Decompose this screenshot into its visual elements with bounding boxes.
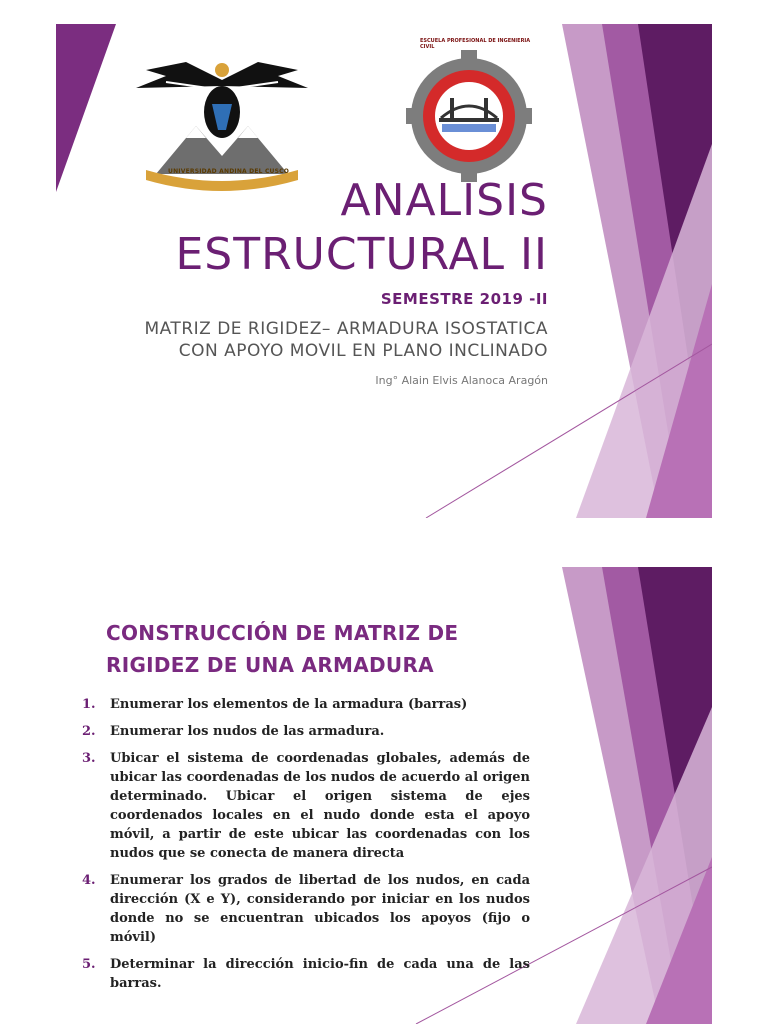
step-text: Enumerar los nudos de las armadura.: [110, 724, 385, 739]
steps-list: [82, 695, 530, 1001]
list-item: [82, 695, 530, 714]
list-item: [82, 955, 530, 993]
step-number: 3.: [82, 751, 96, 766]
title-line-2: ESTRUCTURAL II: [175, 229, 548, 280]
left-accent-triangle: [56, 24, 116, 192]
title-line-1: ANALISIS: [340, 175, 548, 226]
section-title-line-1: CONSTRUCCIÓN DE MATRIZ DE: [106, 621, 459, 645]
civil-engineering-logo-text: ESCUELA PROFESIONAL DE INGENIERIA CIVIL: [420, 38, 531, 50]
university-logo-text: UNIVERSIDAD ANDINA DEL CUSCO: [168, 168, 290, 175]
civil-engineering-logo: [406, 36, 532, 192]
presentation-subtitle: [78, 318, 548, 362]
list-item: [82, 749, 530, 863]
step-text: Enumerar los elementos de la armadura (barras): [110, 697, 468, 712]
step-number: 5.: [82, 957, 96, 972]
subtitle-line-1: MATRIZ DE RIGIDEZ– ARMADURA ISOSTATICA: [144, 319, 548, 339]
presentation-title: [128, 174, 548, 282]
section-title: [106, 617, 506, 681]
gear-bridge-emblem-icon: [406, 36, 532, 192]
step-text: Ubicar el sistema de coordenadas globales, además de ubicar las coordenadas de los nudos de acuerdo al origen determinado. Ubicar el origen sistema de ejes coordenados locales en el nudo donde esta el apoyo móvil, a partir de este ubicar las coordenadas con los nudos que se conecta de manera directa: [110, 751, 530, 861]
subtitle-line-2: CON APOYO MOVIL EN PLANO INCLINADO: [178, 341, 548, 361]
author-name: Ing° Alain Elvis Alanoca Aragón: [375, 374, 548, 387]
university-logo: [126, 46, 318, 192]
content-slide: [56, 567, 712, 1024]
step-text: Enumerar los grados de libertad de los nudos, en cada dirección (X e Y), considerando por iniciar en los nudos donde no se encuentran ubicados los apoyos (fijo o móvil): [110, 873, 530, 945]
step-text: Determinar la dirección inicio-fin de cada una de las barras.: [110, 957, 530, 991]
section-title-line-2: RIGIDEZ DE UNA ARMADURA: [106, 653, 434, 677]
step-number: 1.: [82, 697, 96, 712]
semester-label: SEMESTRE 2019 -II: [380, 290, 548, 308]
title-slide: [56, 24, 712, 518]
list-item: [82, 722, 530, 741]
list-item: [82, 871, 530, 947]
step-number: 4.: [82, 873, 96, 888]
step-number: 2.: [82, 724, 96, 739]
